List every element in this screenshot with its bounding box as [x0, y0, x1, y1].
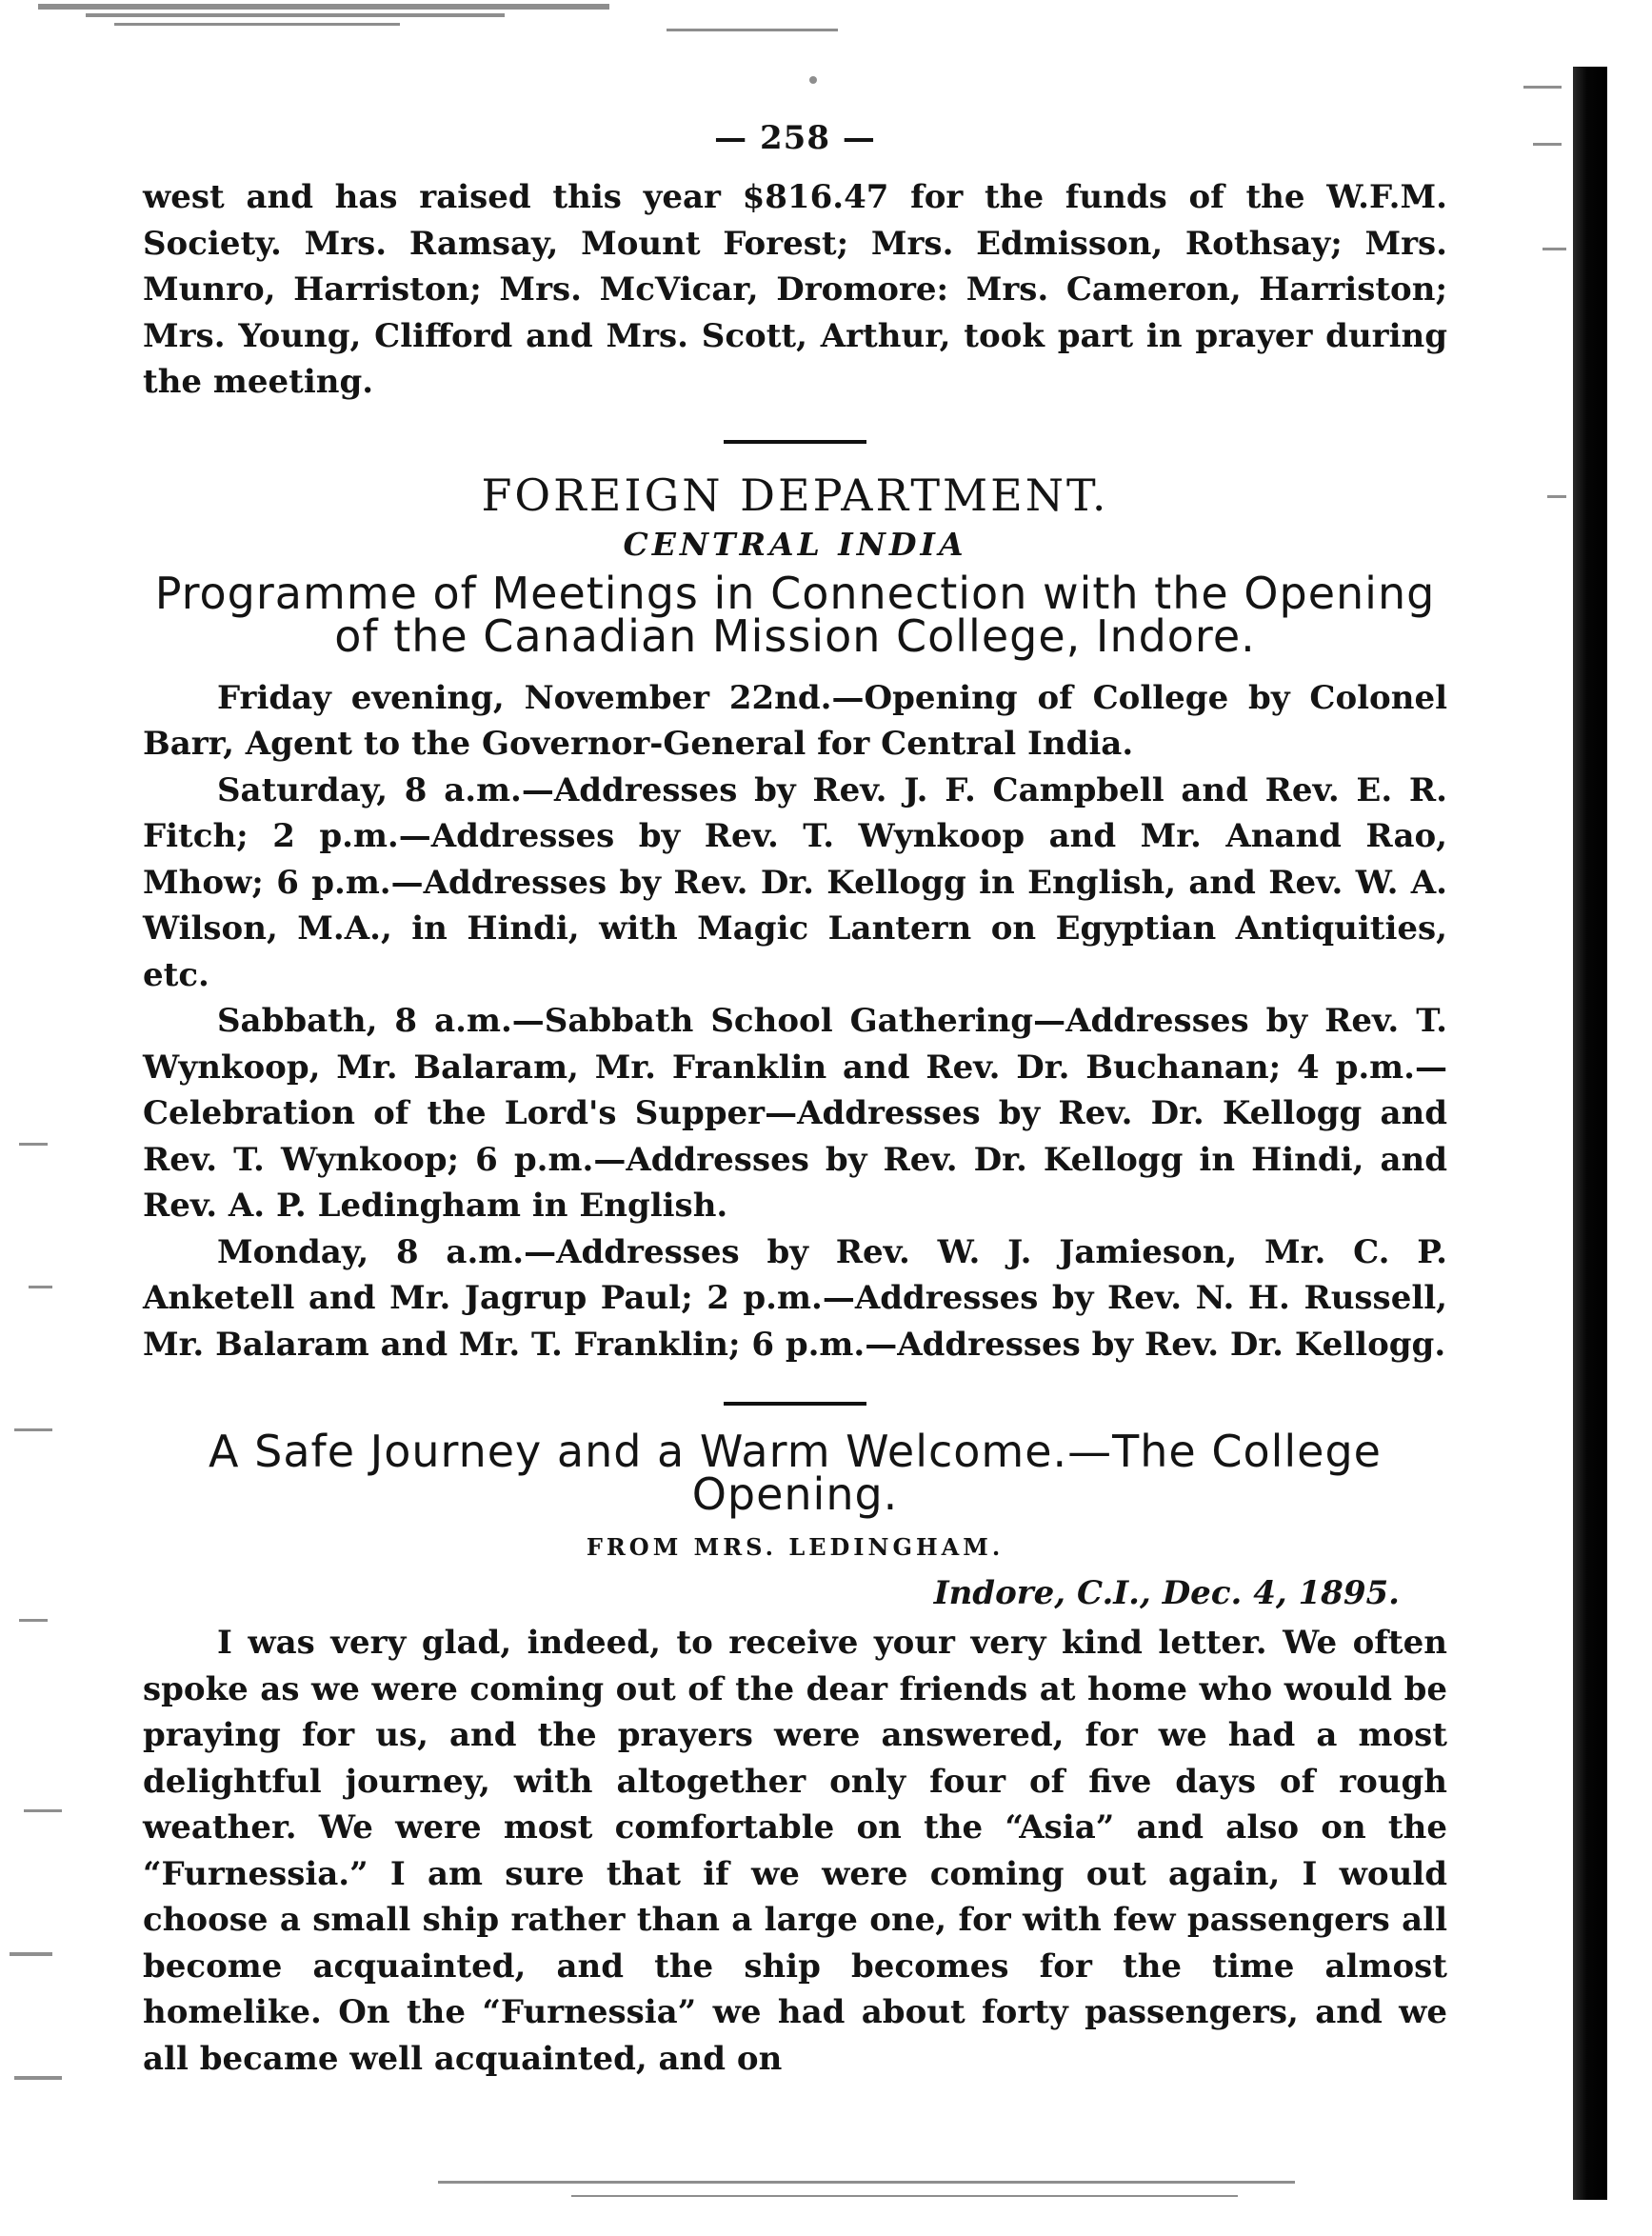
- programme-title: Programme of Meetings in Connection with the Opening of the Canadian Mission College, Indore.: [154, 567, 1436, 662]
- page-content: [143, 119, 1447, 2082]
- programme-paragraph: Saturday, 8 a.m.—Addresses by Rev. J. F. Campbell and Rev. E. R. Fitch; 2 p.m.—Addresses by Rev. T. Wynkoop and Mr. Anand Rao, Mhow; 6 p.m.—Addresses by Rev. Dr. Kellogg in English, and Rev. W. A. Wilson, M.A., in Hindi, with Magic Lantern on Egyptian Antiquities, etc.: [143, 770, 1447, 994]
- section-divider: [724, 440, 866, 444]
- section-divider: [724, 1402, 866, 1406]
- letter-title: A Safe Journey and a Warm Welcome.—The College Opening.: [209, 1426, 1382, 1520]
- letter-byline: FROM MRS. LEDINGHAM.: [586, 1533, 1005, 1561]
- book-spine-shadow: [1573, 67, 1607, 2200]
- programme-paragraph: Friday evening, November 22nd.—Opening of College by Colonel Barr, Agent to the Governor-General for Central India.: [143, 678, 1447, 763]
- page-number: — 258 —: [714, 119, 876, 157]
- intro-paragraph: west and has raised this year $816.47 for the funds of the W.F.M. Society. Mrs. Ramsay, Mount Forest; Mrs. Edmisson, Rothsay; Mrs. Munro, Harriston; Mrs. McVicar, Dromore: Mrs. Cameron, Harriston; Mrs. Young, Clifford and Mrs. Scott, Arthur, took part in prayer during the meeting.: [143, 178, 1447, 401]
- programme-paragraph: Sabbath, 8 a.m.—Sabbath School Gathering—Addresses by Rev. T. Wynkoop, Mr. Balaram, Mr. Franklin and Rev. Dr. Buchanan; 4 p.m.—Celebration of the Lord's Supper—Addresses by Rev. Dr. Kellogg and Rev. T. Wynkoop; 6 p.m.—Addresses by Rev. Dr. Kellogg in Hindi, and Rev. A. P. Ledingham in English.: [143, 1002, 1447, 1225]
- letter-dateline: Indore, C.I., Dec. 4, 1895.: [933, 1574, 1400, 1612]
- letter-paragraph: I was very glad, indeed, to receive your very kind letter. We often spoke as we were coming out of the dear friends at home who would be praying for us, and the prayers were answered, for we had a most delightful journey, with altogether only four of five days of rough weather. We were most comfortable on the “Asia” and also on the “Furnessia.” I am sure that if we were coming out again, I would choose a small ship rather than a large one, for with few passengers all become acquainted, and the ship becomes for the time almost homelike. On the “Furnessia” we had about forty passengers, and we all became well acquainted, and on: [143, 1624, 1447, 2078]
- subsection-title: CENTRAL INDIA: [623, 525, 967, 563]
- section-title: FOREIGN DEPARTMENT.: [481, 469, 1109, 521]
- programme-paragraph: Monday, 8 a.m.—Addresses by Rev. W. J. Jamieson, Mr. C. P. Anketell and Mr. Jagrup Paul; 2 p.m.—Addresses by Rev. N. H. Russell, Mr. Balaram and Mr. T. Franklin; 6 p.m.—Addresses by Rev. Dr. Kellogg.: [143, 1232, 1447, 1364]
